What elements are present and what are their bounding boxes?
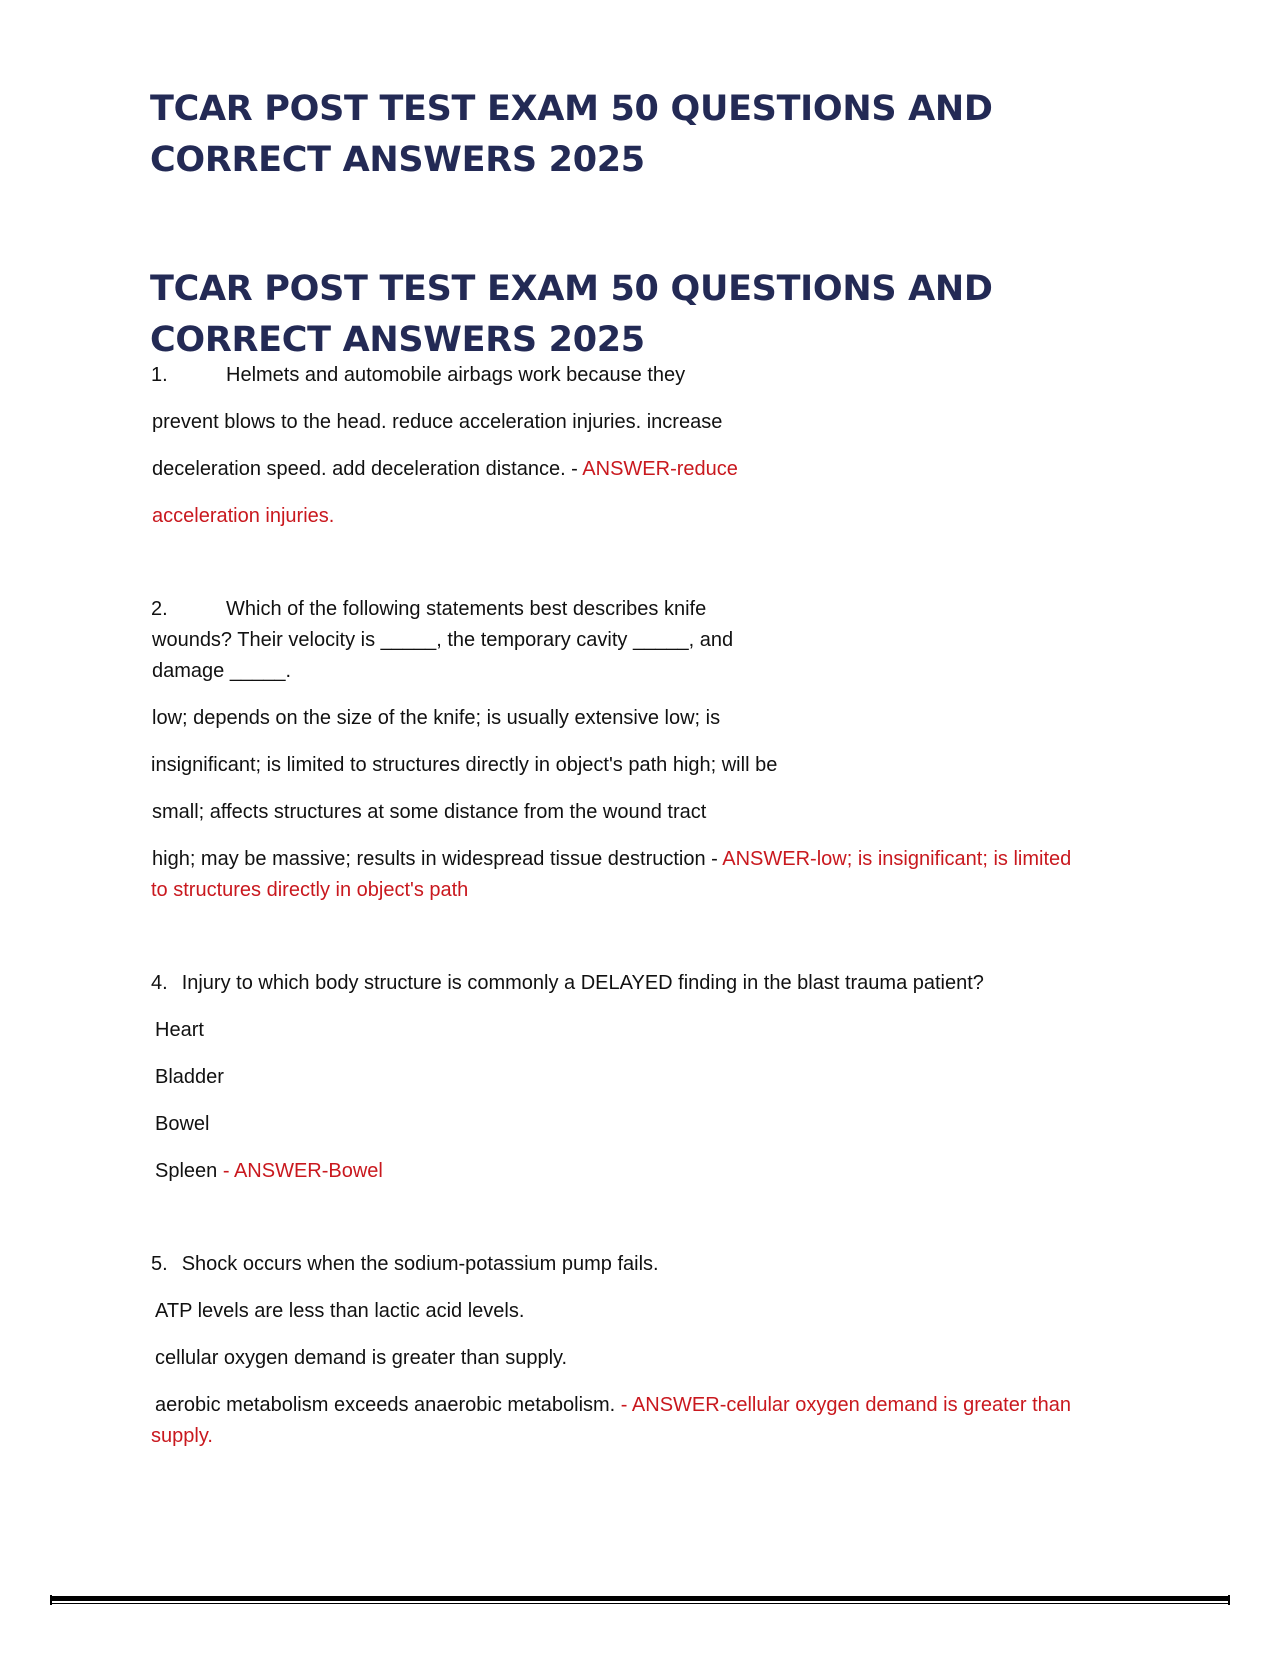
page-title — [150, 84, 1050, 186]
options-text: high; may be massive; results in widespread tissue destruction - — [152, 848, 723, 870]
footer-rule-cap-right — [1228, 1595, 1230, 1605]
question-5-stem — [151, 1251, 659, 1277]
title-line-2: CORRECT ANSWERS 2025 — [150, 140, 645, 180]
question-1-options-line-2 — [152, 456, 738, 482]
footer-rule-thin — [50, 1603, 1230, 1604]
question-4-option-heart: Heart — [155, 1019, 204, 1041]
question-4-option-spleen — [155, 1158, 383, 1184]
options-text: aerobic metabolism exceeds anaerobic metabolism. — [155, 1394, 616, 1416]
question-5-option-line-2: cellular oxygen demand is greater than supply. — [155, 1347, 568, 1369]
question-5-option-line-1: ATP levels are less than lactic acid levels. — [155, 1300, 525, 1322]
footer-rule-cap-left — [50, 1595, 52, 1605]
question-2-stem-line-3: damage _____. — [152, 660, 292, 682]
question-number: 1. — [151, 364, 168, 386]
question-2-stem-line-2: wounds? Their velocity is _____, the temporary cavity _____, and — [152, 629, 734, 651]
question-5-answer-cont: supply. — [151, 1425, 213, 1447]
question-2-option-line-3: small; affects structures at some distance from the wound tract — [152, 801, 707, 823]
question-text: Injury to which body structure is commonly a DELAYED finding in the blast trauma patient? — [181, 972, 984, 994]
question-2-option-line-1: low; depends on the size of the knife; is usually extensive low; is — [152, 707, 721, 729]
answer-text: - ANSWER-cellular oxygen demand is greater than — [615, 1394, 1071, 1416]
question-number: 2. — [151, 598, 168, 620]
title-line-1: TCAR POST TEST EXAM 50 QUESTIONS AND — [150, 269, 993, 309]
question-5-option-line-3 — [155, 1392, 1071, 1418]
question-number: 4. — [151, 972, 168, 994]
question-1-options-line-1: prevent blows to the head. reduce acceleration injuries. increase — [152, 411, 723, 433]
question-text: Shock occurs when the sodium-potassium pump fails. — [181, 1253, 659, 1275]
question-text: Helmets and automobile airbags work because they — [226, 364, 686, 386]
question-2-answer-cont: to structures directly in object's path — [151, 879, 469, 901]
question-1-stem — [151, 362, 685, 388]
question-4-option-bladder: Bladder — [155, 1066, 224, 1088]
question-number: 5. — [151, 1253, 168, 1275]
answer-text: ANSWER-low; is insignificant; is limited — [722, 848, 1072, 870]
question-4-stem — [151, 970, 984, 996]
question-text: Which of the following statements best describes knife — [226, 598, 707, 620]
question-2-option-line-2: insignificant; is limited to structures directly in object's path high; will be — [151, 754, 778, 776]
answer-text: ANSWER-reduce — [582, 458, 738, 480]
title-line-2: CORRECT ANSWERS 2025 — [150, 320, 645, 360]
question-4-option-bowel: Bowel — [155, 1113, 210, 1135]
title-line-1: TCAR POST TEST EXAM 50 QUESTIONS AND — [150, 89, 993, 129]
question-2-stem — [151, 596, 706, 622]
footer-rule — [50, 1596, 1230, 1601]
options-text: deceleration speed. add deceleration distance. - — [152, 458, 583, 480]
question-1-answer-cont: acceleration injuries. — [152, 505, 335, 527]
option-text: Spleen — [155, 1160, 218, 1182]
answer-text: - ANSWER-Bowel — [217, 1160, 383, 1182]
section-title — [150, 264, 1050, 366]
question-2-option-line-4 — [152, 846, 1071, 872]
